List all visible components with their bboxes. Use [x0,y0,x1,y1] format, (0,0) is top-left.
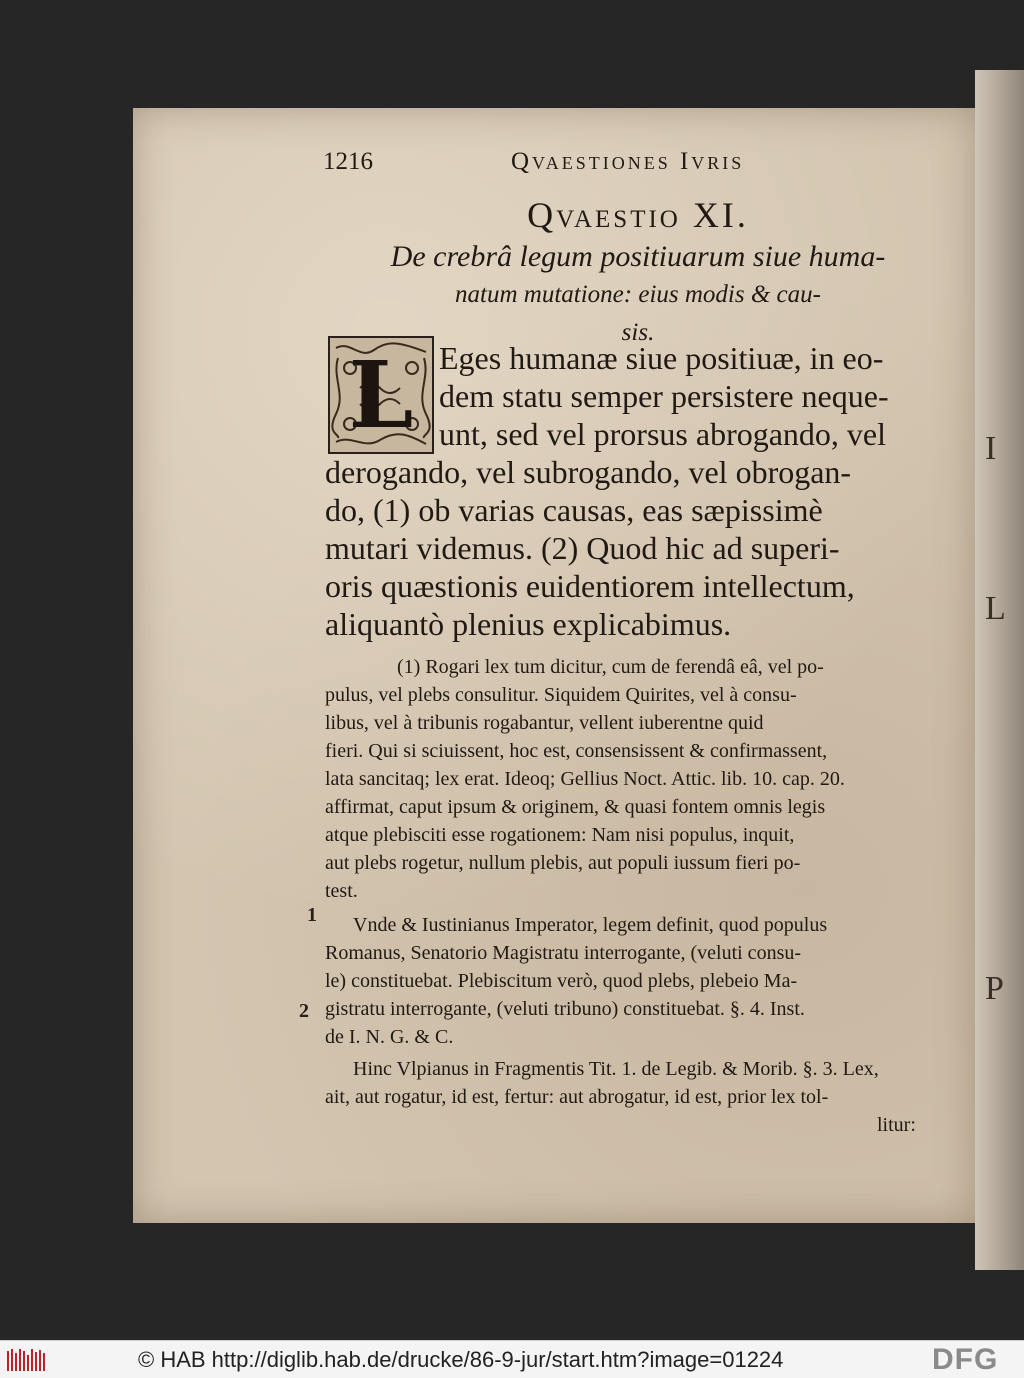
note-line: libus, vel à tribunis rogabantur, vellent iuberentne quid [325,712,764,734]
margin-note: 1 [307,904,317,926]
subtitle-line: sis. [621,319,655,346]
body-line: mutari videmus. (2) Quod hic ad superi- [325,530,840,566]
note-line: lata sancitaq; lex erat. Ideoq; Gellius Noct. Attic. lib. 10. cap. 20. [325,768,845,790]
note-line: le) constituebat. Plebiscitum verò, quod plebs, plebeio Ma- [325,970,798,992]
running-title: Qvaestiones Ivris [511,148,745,175]
margin-note: 2 [299,1000,309,1022]
note-line: litur: [877,1114,916,1136]
decorated-initial [328,336,434,454]
page-header [323,148,953,188]
footer-credit: © HAB http://diglib.hab.de/drucke/86-9-jur/start.htm?image=01224 [138,1347,784,1372]
next-page-fragment: P [985,970,1004,1007]
footer-bar [0,1340,1024,1378]
subtitle-line: natum mutatione: eius modis & cau- [455,281,821,308]
body-line: unt, sed vel prorsus abrogando, vel [439,416,887,452]
initial-letter: L [348,341,414,449]
note-line: affirmat, caput ipsum & originem, & quasi fontem omnis legis [325,796,826,818]
note-line: pulus, vel plebs consulitur. Siquidem Quirites, vel à consu- [325,684,797,706]
hab-logo-icon [6,1347,46,1373]
body-line: aliquantò plenius explicabimus. [325,606,732,642]
body-line: dem statu semper persistere neque- [439,378,889,414]
next-page-fragment: I [985,430,997,467]
next-page-fragment: L [985,590,1006,627]
subtitle-line: De crebrâ legum positiuarum siue huma- [390,240,886,273]
question-title: Qvaestio XI. [527,195,749,235]
body-line: do, (1) ob varias causas, eas sæpissimè [325,492,823,528]
note-line: (1) Rogari lex tum dicitur, cum de ferendâ eâ, vel po- [397,656,824,678]
body-line: Eges humanæ siue positiuæ, in eo- [439,340,884,376]
note-line: gistratu interrogante, (veluti tribuno) constituebat. §. 4. Inst. [325,998,805,1020]
note-line: aut plebs rogetur, nullum plebis, aut populi iussum fieri po- [325,852,801,874]
dfg-logo: DFG [932,1343,999,1376]
note-line: test. [325,880,358,902]
page-number: 1216 [323,148,373,175]
note-line: Vnde & Iustinianus Imperator, legem definit, quod populus [353,914,828,936]
note-line: de I. N. G. & C. [325,1026,454,1048]
note-line: atque plebisciti esse rogationem: Nam nisi populus, inquit, [325,824,795,846]
body-line: derogando, vel subrogando, vel obrogan- [325,454,852,490]
note-line: Romanus, Senatorio Magistratu interrogante, (veluti consu- [325,942,802,964]
book-page [133,108,975,1223]
note-line: fieri. Qui si sciuissent, hoc est, consensissent & confirmassent, [325,740,828,762]
note-line: Hinc Vlpianus in Fragmentis Tit. 1. de Legib. & Morib. §. 3. Lex, [353,1058,879,1080]
note-line: ait, aut rogatur, id est, fertur: aut abrogatur, id est, prior lex tol- [325,1086,829,1108]
question-subtitle [323,238,953,352]
next-page-edge [975,70,1024,1270]
body-line: oris quæstionis euidentiorem intellectum, [325,568,855,604]
